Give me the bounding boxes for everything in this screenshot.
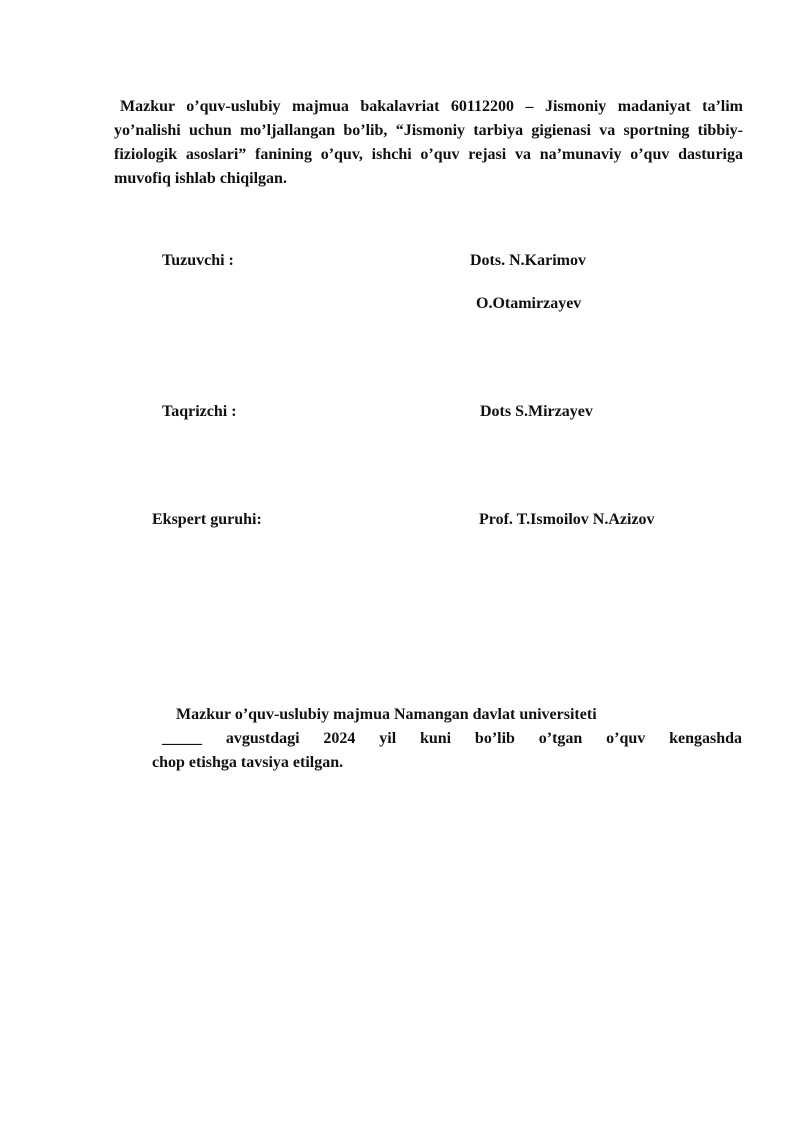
intro-text: Mazkur o’quv-uslubiy majmua bakalavriat 60112200 – Jismoniy madaniyat ta’lim yo’nalishi uchun mo’ljallangan bo’lib, “Jismoniy tarbiya gigienasi va sportning tibbiy-fiziologik asoslari” fanining o’quv, ishchi o’quv rejasi va na’munaviy o’quv dasturiga muvofiq ishlab chiqilgan. <box>114 98 743 187</box>
tuzuvchi-name-primary: Dots. N.Karimov <box>470 252 586 269</box>
taqrizchi-name: Dots S.Mirzayev <box>480 403 593 420</box>
tuzuvchi-label: Tuzuvchi : <box>162 252 234 269</box>
approval-paragraph <box>152 703 742 775</box>
approval-line-3: chop etishga tavsiya etilgan. <box>152 754 344 771</box>
approval-line-2: _____ avgustdagi 2024 yil kuni bo’lib o’tgan o’quv kengashda <box>162 730 742 747</box>
intro-paragraph <box>114 95 743 191</box>
approval-line-1: Mazkur o’quv-uslubiy majmua Namangan davlat universiteti <box>176 706 597 723</box>
ekspert-names: Prof. T.Ismoilov N.Azizov <box>479 511 655 528</box>
tuzuvchi-name-secondary: O.Otamirzayev <box>476 295 582 312</box>
taqrizchi-label: Taqrizchi : <box>162 403 237 420</box>
ekspert-label: Ekspert guruhi: <box>152 511 262 528</box>
